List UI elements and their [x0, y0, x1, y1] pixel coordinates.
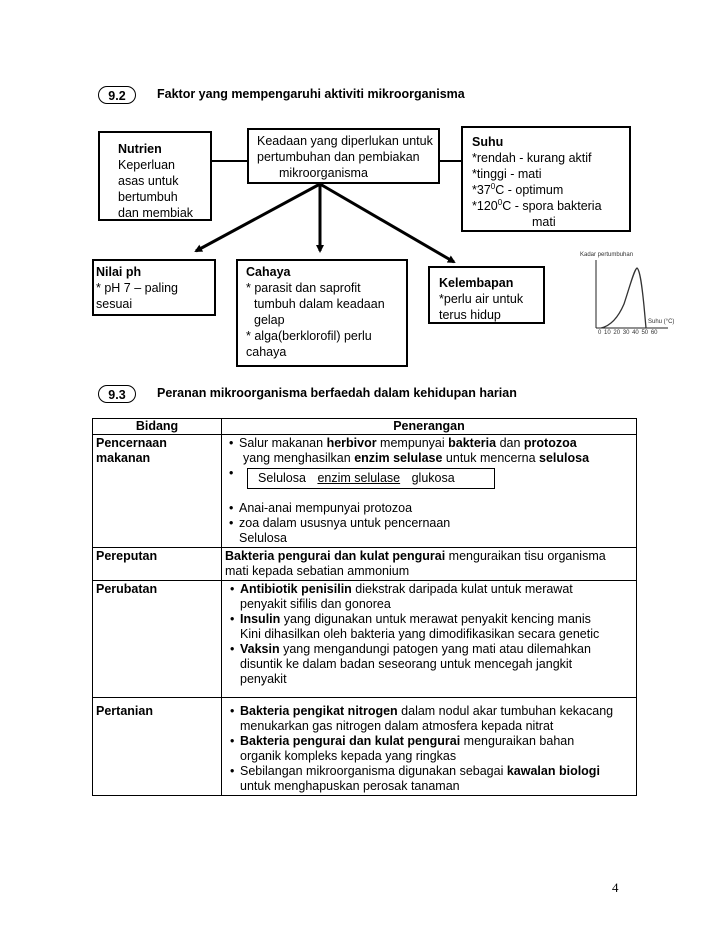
row-desc-pencernaan [222, 435, 637, 548]
suhu-line-5: mati [532, 215, 556, 229]
graph-ylabel: Kadar pertumbuhan [580, 252, 634, 258]
graph-ticks: 0 10 20 30 40 50 60 [598, 330, 658, 336]
nutrien-line-1: Keperluan [118, 158, 175, 172]
section-number-9-3: 9.3 [98, 385, 136, 403]
kelembapan-title: Kelembapan [439, 276, 514, 290]
arrow-kelembapan [320, 184, 454, 262]
growth-curve-svg [570, 246, 680, 342]
table-header-row [93, 419, 637, 435]
kelembapan-line-1: *perlu air untuk [439, 292, 524, 306]
list-item: • Bakteria pengikat nitrogen dalam nodul akar tumbuhan kekacang menukarkan gas nitrogen dalam atmosfera kepada nitrat [240, 704, 633, 734]
center-line-1: Keadaan yang diperlukan untuk [257, 134, 433, 148]
nutrien-line-4: dan membiak [118, 206, 194, 220]
section-title-9-3: Peranan mikroorganisma berfaedah dalam kehidupan harian [157, 386, 517, 400]
enzyme-equation-box [247, 468, 495, 489]
nutrien-title: Nutrien [118, 142, 162, 156]
list-item: • Anai-anai mempunyai protozoa [239, 501, 633, 516]
list-item: • Vaksin yang mengandungi patogen yang mati atau dilemahkan disuntik ke dalam badan seseorang untuk mencegah jangkit penyakit [240, 642, 633, 687]
table-row [93, 435, 637, 548]
list-item: • zoa dalam ususnya untuk pencernaan Selulosa [239, 516, 633, 546]
row-label-perubatan: Perubatan [93, 581, 222, 698]
suhu-title: Suhu [472, 135, 504, 149]
row-desc-perubatan [222, 581, 637, 698]
suhu-box [461, 126, 631, 232]
suhu-line-1: *rendah - kurang aktif [472, 151, 592, 165]
row-label-pencernaan: Pencernaan makanan [93, 435, 222, 548]
page-number: 4 [612, 880, 619, 895]
arrow-nilai-ph [196, 184, 320, 251]
nutrien-line-2: asas untuk [118, 174, 179, 188]
row-desc-pereputan: Bakteria pengurai dan kulat pengurai menguraikan tisu organisma mati kepada sebatian ammonium [222, 548, 637, 581]
cahaya-line-4: * alga(berklorofil) perlu [246, 329, 372, 343]
growth-rate-graph [570, 246, 680, 342]
list-item: • Insulin yang digunakan untuk merawat penyakit kencing manis Kini dihasilkan oleh bakteria yang dimodifikasikan secara genetic [240, 612, 633, 642]
list-item: • Salur makanan herbivor mempunyai bakteria dan protozoa yang menghasilkan enzim selulase untuk mencerna selulosa [239, 436, 633, 466]
nutrien-line-3: bertumbuh [118, 190, 178, 204]
center-line-2: pertumbuhan dan pembiakan [257, 150, 420, 164]
kelembapan-line-2: terus hidup [439, 308, 501, 322]
table-row [93, 581, 637, 698]
cahaya-box [236, 259, 408, 367]
cahaya-line-3: gelap [254, 313, 285, 327]
table-row [93, 698, 637, 796]
row-label-pertanian: Pertanian [93, 698, 222, 796]
list-item: • Sebilangan mikroorganisma digunakan sebagai kawalan biologi untuk menghapuskan perosak tanaman [240, 764, 633, 794]
list-item: • Antibiotik penisilin diekstrak daripada kulat untuk merawat penyakit sifilis dan gonorea [240, 582, 633, 612]
nilai-ph-line-2: sesuai [96, 297, 133, 311]
cahaya-line-1: * parasit dan saprofit [246, 281, 361, 295]
eq-selulosa: Selulosa [258, 471, 306, 485]
suhu-line-3: $*37^0C$ - optimum [472, 181, 564, 197]
roles-table [92, 418, 637, 796]
header-penerangan: Penerangan [222, 419, 637, 435]
list-item [239, 466, 633, 501]
nilai-ph-box [92, 259, 216, 316]
cahaya-line-2: tumbuh dalam keadaan [254, 297, 385, 311]
center-line-3: mikroorganisma [279, 166, 368, 180]
cahaya-title: Cahaya [246, 265, 291, 279]
cahaya-line-5: cahaya [246, 345, 287, 359]
eq-enzim-selulase: enzim selulase [317, 471, 401, 485]
nutrien-box [98, 131, 212, 221]
row-label-pereputan: Pereputan [93, 548, 222, 581]
header-bidang: Bidang [93, 419, 222, 435]
list-item: • Bakteria pengurai dan kulat pengurai menguraikan bahan organik kompleks kepada yang ringkas [240, 734, 633, 764]
suhu-line-4: $*120^0C$ - spora bakteria [472, 197, 602, 213]
table-row [93, 548, 637, 581]
center-condition-box [247, 128, 440, 184]
graph-xlabel: Suhu (°C) [648, 319, 675, 325]
row-desc-pertanian [222, 698, 637, 796]
section-number-9-2: 9.2 [98, 86, 136, 104]
section-title-9-2: Faktor yang mempengaruhi aktiviti mikroorganisma [157, 87, 465, 101]
suhu-line-2: *tinggi - mati [472, 167, 542, 181]
nilai-ph-title: Nilai ph [96, 265, 142, 279]
nilai-ph-line-1: * pH 7 – paling [96, 281, 179, 295]
eq-glukosa: glukosa [411, 471, 455, 485]
kelembapan-box [428, 266, 545, 324]
